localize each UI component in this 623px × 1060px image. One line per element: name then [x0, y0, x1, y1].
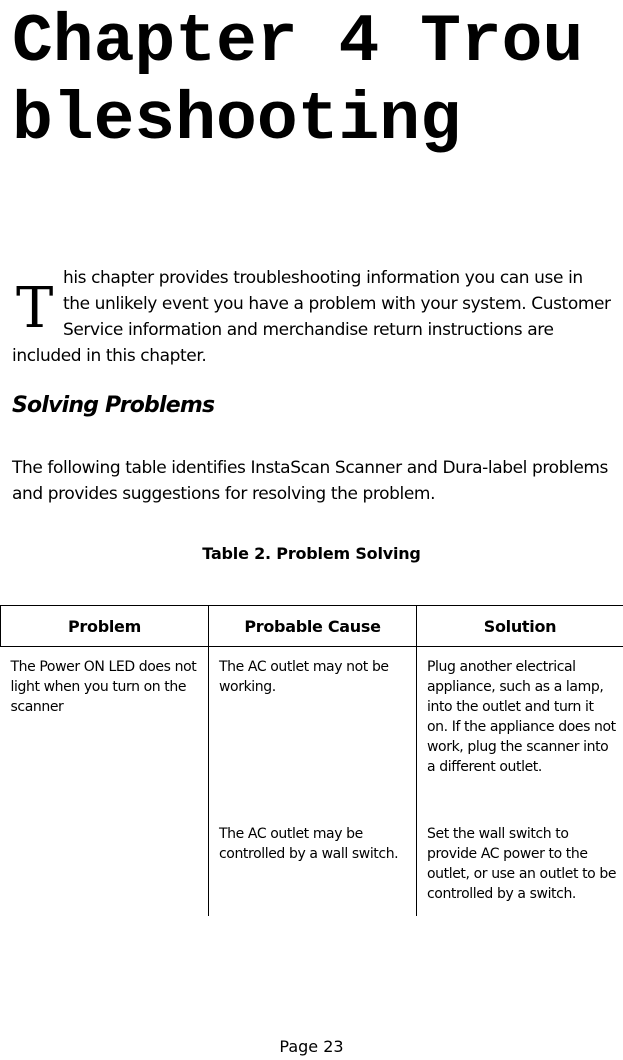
page-number: Page 23 — [279, 1037, 344, 1056]
table-row — [1, 647, 623, 815]
problem-table — [0, 605, 623, 916]
table-caption: Table 2. Problem Solving — [202, 544, 421, 563]
drop-cap: T — [16, 276, 53, 341]
header-problem: Problem — [1, 606, 209, 647]
header-probable-cause: Probable Cause — [209, 606, 417, 647]
cell-cause: The AC outlet may be controlled by a wall switch. — [209, 814, 417, 916]
header-solution: Solution — [417, 606, 623, 647]
chapter-title: Chapter 4 Troubleshooting — [12, 4, 584, 159]
cell-solution: Set the wall switch to provide AC power to the outlet, or use an outlet to be controlled by a switch. — [417, 814, 623, 916]
cell-cause: The AC outlet may not be working. — [209, 647, 417, 815]
cell-problem: The Power ON LED does not light when you turn on the scanner — [10, 659, 197, 715]
cell-solution: Plug another electrical appliance, such as a lamp, into the outlet and turn it on. If the appliance does not work, plug the scanner into a different outlet. — [417, 647, 623, 815]
section-heading: Solving Problems — [12, 393, 215, 418]
cell-problem — [1, 814, 209, 916]
table-header-row — [1, 606, 623, 647]
intro-text: his chapter provides troubleshooting information you can use in the unlikely event you have a problem with your system. Customer Service information and merchandise return instructions are included in this chapter. — [12, 268, 611, 366]
table-row — [1, 814, 623, 916]
section-body: The following table identifies InstaScan Scanner and Dura-label problems and provides suggestions for resolving the problem. — [12, 458, 609, 504]
intro-paragraph — [12, 265, 612, 369]
